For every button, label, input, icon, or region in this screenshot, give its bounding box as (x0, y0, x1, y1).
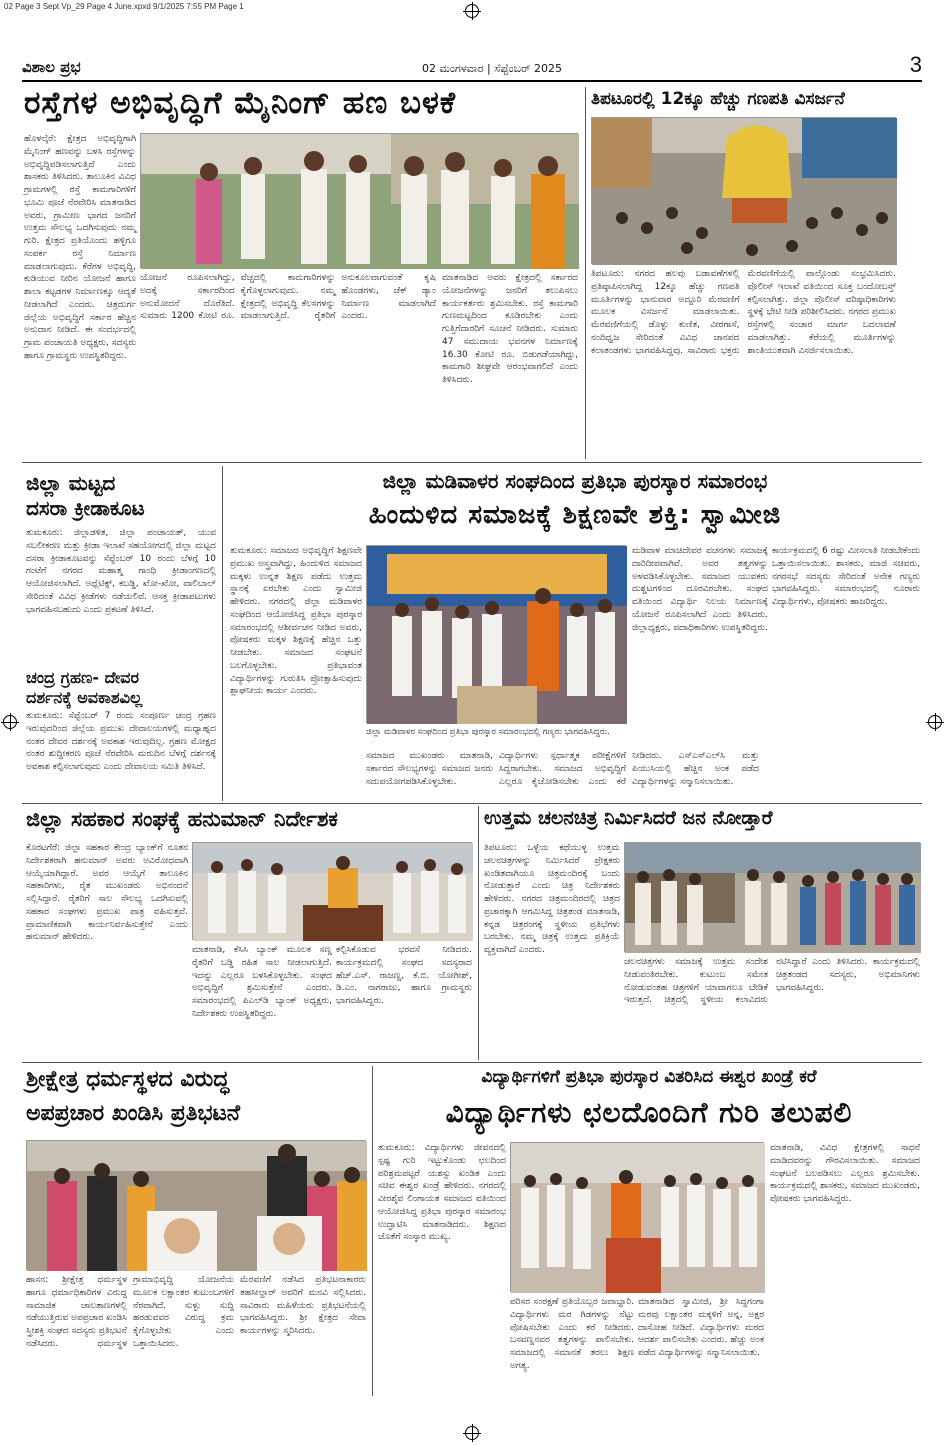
story5-body-right: ಕಲ್ಪಿಸಿಕೊಡುವ ಭರವಸೆ ನೀಡಿದರು. ಕಾರ್ಯಕ್ರಮದಲ್ಲಿ ಸಂಘದ ಸದಸ್ಯರಾದ ಹೆಚ್.ಎಸ್. ರಾಜಣ್ಣ, ಕೆ.ಬಿ. ಯೋಗೀಶ್, ಡಿ.ಎಂ. ನಾಗರಾಜು, ಹಾಗೂ ಗ್ರಾಮಸ್ಥರು ಭಾಗವಹಿಸಿದ್ದರು. (336, 945, 472, 1007)
story7-body-right: ಮೆರವಣಿಗೆ ನಡೆಸಿದ ಪ್ರತಿಭಟನಾಕಾರರು ತಹಸೀಲ್ದಾರ್ ಅವರಿಗೆ ಮನವಿ ಸಲ್ಲಿಸಿದರು. ಸಾವಿರಾರು ಮಹಿಳೆಯರು ಪ್ರತಿಭಟನೆಯಲ್ಲಿ ಭಾಗವಹಿಸಿದ್ದರು. ಶ್ರೀ ಕ್ಷೇತ್ರದ ಸೇವಾ ಕಾರ್ಯಗಳನ್ನು ಸ್ಮರಿಸಿದರು. (240, 1275, 366, 1337)
story1-body-left: ಹೊಳಲ್ಕೆರೆ: ಕ್ಷೇತ್ರದ ಅಭಿವೃದ್ಧಿಗಾಗಿ ಮೈನಿಂಗ್ ಹಣವನ್ನು ಬಳಸಿ ರಸ್ತೆಗಳನ್ನು ಅಭಿವೃದ್ಧಿಪಡಿಸಲಾಗುತ್ತಿದೆ ಎಂದು ಶಾಸಕರು ತಿಳಿಸಿದರು. ತಾಲೂಕಿನ ವಿವಿಧ ಗ್ರಾಮಗಳಲ್ಲಿ ರಸ್ತೆ ಕಾಮಗಾರಿಗಳಿಗೆ ಭೂಮಿ ಪೂಜೆ ನೆರವೇರಿಸಿ ಮಾತನಾಡಿದ ಅವರು, ಗ್ರಾಮೀಣ ಭಾಗದ ಜನರಿಗೆ ಉತ್ತಮ ಸೌಲಭ್ಯ ಒದಗಿಸುವುದು ನಮ್ಮ ಗುರಿ. ಕ್ಷೇತ್ರದ ಪ್ರತಿಯೊಂದು ಹಳ್ಳಿಗೂ ಸಂಪರ್ಕ ರಸ್ತೆ ನಿರ್ಮಾಣ ಮಾಡಲಾಗುವುದು. ಕೆರೆಗಳ ಅಭಿವೃದ್ಧಿ, ಕುಡಿಯುವ ನೀರಿನ ಯೋಜನೆ ಹಾಗೂ ಶಾಲಾ ಕಟ್ಟಡಗಳ ನಿರ್ಮಾಣಕ್ಕೂ ಆದ್ಯತೆ ನೀಡಲಾಗಿದೆ ಎಂದರು. ಚಿತ್ರದುರ್ಗ ಜಿಲ್ಲೆಯ ಅಭಿವೃದ್ಧಿಗೆ ಸರ್ಕಾರ ಹೆಚ್ಚಿನ ಅನುದಾನ ನೀಡಿದೆ. ಈ ಸಂದರ್ಭದಲ್ಲಿ ಗ್ರಾಮ ಪಂಚಾಯತಿ ಅಧ್ಯಕ್ಷರು, ಸದಸ್ಯರು ಹಾಗೂ ಗ್ರಾಮಸ್ಥರು ಉಪಸ್ಥಿತರಿದ್ದರು. (24, 134, 136, 362)
story4-kicker: ಜಿಲ್ಲಾ ಮಡಿವಾಳರ ಸಂಘದಿಂದ ಪ್ರತಿಭಾ ಪುರಸ್ಕಾರ ಸಮಾರಂಭ (382, 469, 768, 493)
section-rule (22, 1062, 922, 1063)
student-award-photo (511, 1143, 765, 1293)
story7-body-left: ಹಾಸನ: ಶ್ರೀಕ್ಷೇತ್ರ ಧರ್ಮಸ್ಥಳ ಹಾಗೂ ಧರ್ಮಾಧಿಕಾರಿಗಳ ವಿರುದ್ಧ ಸಾಮಾಜಿಕ ಜಾಲತಾಣಗಳಲ್ಲಿ ನಡೆಯುತ್ತಿರುವ ಅಪಪ್ರಚಾರ ಖಂಡಿಸಿ ಸ್ತ್ರೀಶಕ್ತಿ ಸಂಘದ ಸದಸ್ಯರು ಪ್ರತಿಭಟನೆ ನಡೆಸಿದರು. ಧರ್ಮಸ್ಥಳ ಗ್ರಾಮಾಭಿವೃದ್ಧಿ ಯೋಜನೆಯ ಮೂಲಕ ಲಕ್ಷಾಂತರ ಕುಟುಂಬಗಳಿಗೆ ನೆರವಾಗಿದೆ. ಸುಳ್ಳು ಸುದ್ದಿ ಹರಡುವವರ ವಿರುದ್ಧ ಕ್ರಮ ಕೈಗೊಳ್ಳಬೇಕು ಎಂದು ಒತ್ತಾಯಿಸಿದರು. (26, 1275, 234, 1349)
story5-headline: ಜಿಲ್ಲಾ ಸಹಕಾರ ಸಂಘಕ್ಕೆ ಹನುಮಾನ್ ನಿರ್ದೇಶಕ (26, 807, 338, 831)
story1-photo (140, 133, 578, 268)
story4-headline: ಹಿಂದುಳಿದ ಸಮಾಜಕ್ಕೆ ಶಿಕ್ಷಣವೇ ಶಕ್ತಿ: ಸ್ವಾಮೀಜಿ (368, 500, 782, 530)
registration-mark-top (465, 4, 479, 18)
story2-headline: ತಿಪಟೂರಲ್ಲಿ 12ಕ್ಕೂ ಹೆಚ್ಚು ಗಣಪತಿ ವಿಸರ್ಜನೆ (591, 89, 845, 109)
story4-photo-caption: ಜಿಲ್ಲಾ ಮಡಿವಾಳರ ಸಂಘದಿಂದ ಪ್ರತಿಭಾ ಪುರಸ್ಕಾರ ಸಮಾರಂಭದಲ್ಲಿ ಗಣ್ಯರು ಭಾಗವಹಿಸಿದ್ದರು. (366, 727, 610, 737)
registration-mark-left (3, 715, 17, 729)
registration-mark-right (928, 715, 942, 729)
story5-body-left: ಕೊರಟಗೆರೆ: ಜಿಲ್ಲಾ ಸಹಕಾರ ಕೇಂದ್ರ ಬ್ಯಾಂಕ್‌ಗೆ ನೂತನ ನಿರ್ದೇಶಕರಾಗಿ ಹನುಮಾನ್ ಅವರು ಅವಿರೋಧವಾಗಿ ಆಯ್ಕೆಯಾಗಿದ್ದಾರೆ. ಅವರ ಆಯ್ಕೆಗೆ ತಾಲೂಕಿನ ಸಹಕಾರಿಗಳು, ರೈತ ಮುಖಂಡರು ಅಭಿನಂದನೆ ಸಲ್ಲಿಸಿದ್ದಾರೆ. ರೈತರಿಗೆ ಸಾಲ ಸೌಲಭ್ಯ ಒದಗಿಸುವಲ್ಲಿ ಸಹಕಾರ ಸಂಘಗಳು ಪ್ರಮುಖ ಪಾತ್ರ ವಹಿಸುತ್ತವೆ. ಪ್ರಾಮಾಣಿಕವಾಗಿ ಕಾರ್ಯನಿರ್ವಹಿಸುತ್ತೇನೆ ಎಂದು ಹನುಮಾನ್ ಹೇಳಿದರು. (26, 843, 188, 943)
crowd-ceremony-photo (141, 134, 579, 269)
registration-mark-bottom (465, 1426, 479, 1440)
story3-subhead-line2: ದರ್ಶನಕ್ಕೆ ಅವಕಾಶವಿಲ್ಲ (26, 688, 143, 707)
column-rule (222, 466, 223, 801)
story1-body-right: ಮಾತನಾಡಿದ ಅವರು ಕ್ಷೇತ್ರದಲ್ಲಿ ಸರ್ಕಾರದ ಯೋಜನೆಗಳನ್ನು ಜನರಿಗೆ ತಲುಪಿಸಲು ಕಾರ್ಯಕರ್ತರು ಶ್ರಮಿಸಬೇಕು. ರಸ್ತೆ ಕಾಮಗಾರಿ ಗುಣಮಟ್ಟದಿಂದ ಕೂಡಿರಬೇಕು ಎಂದು ಗುತ್ತಿಗೆದಾರರಿಗೆ ಸೂಚನೆ ನೀಡಿದರು. ಸುಮಾರು 47 ಸಮುದಾಯ ಭವನಗಳ ನಿರ್ಮಾಣಕ್ಕೆ 16.30 ಕೋಟಿ ರೂ. ಬಿಡುಗಡೆಯಾಗಿದ್ದು, ಕಾಮಗಾರಿ ಶೀಘ್ರವೇ ಆರಂಭವಾಗಲಿದೆ ಎಂದು ತಿಳಿಸಿದರು. (442, 273, 578, 386)
section-rule (22, 462, 922, 463)
story8-body-col2: ಪರಿಸರ ಸಂರಕ್ಷಣೆ ಪ್ರತಿಯೊಬ್ಬರ ಜವಾಬ್ದಾರಿ. ವಿದ್ಯಾರ್ಥಿಗಳು ಮರ ಗಿಡಗಳನ್ನು ನೆಟ್ಟು ಪೋಷಿಸಬೇಕು ಎಂದು ಕರೆ ನೀಡಿದರು. ಬಸವಣ್ಣನವರ ತತ್ವಗಳನ್ನು ಪಾಲಿಸಬೇಕು. ಸಮಾಜದಲ್ಲಿ ಸಮಾನತೆ ತರಲು ಶಿಕ್ಷಣ ಅಗತ್ಯ. (510, 1297, 634, 1371)
story3-headline-line2: ದಸರಾ ಕ್ರೀಡಾಕೂಟ (26, 496, 145, 520)
story8-body-col3: ಮಾತನಾಡಿದ ಸ್ವಾಮೀಜಿ, ಶ್ರೀ ಸಿದ್ಧಗಂಗಾ ಮಠವು ಲಕ್ಷಾಂತರ ಮಕ್ಕಳಿಗೆ ಅನ್ನ, ಅಕ್ಷರ ದಾಸೋಹ ನೀಡಿದೆ. ವಿದ್ಯಾರ್ಥಿಗಳು ಮಠದ ಆದರ್ಶ ಪಾಲಿಸಬೇಕು ಎಂದರು. ಹೆಚ್ಚು ಅಂಕ ಪಡೆದ ವಿದ್ಯಾರ್ಥಿಗಳನ್ನು ಸನ್ಮಾನಿಸಲಾಯಿತು. (638, 1297, 764, 1359)
story5-photo (192, 842, 472, 940)
story4-body-col4: ಕಾರ್ಯಕ್ರಮದಲ್ಲಿ 6 ರಷ್ಟು ಮೀಸಲಾತಿ ನೀಡಬೇಕೆಂದು ಒತ್ತಾಯಿಸಲಾಯಿತು. ಶಾಸಕರು, ಮಾಜಿ ಸಚಿವರು, ನಗರಸಭೆ ಸದಸ್ಯರು ಸೇರಿದಂತೆ ಅನೇಕ ಗಣ್ಯರು ಭಾಗವಹಿಸಿದ್ದರು. ಸಮಾರಂಭದಲ್ಲಿ ನೂರಾರು ವಿದ್ಯಾರ್ಥಿಗಳು, ಪೋಷಕರು ಹಾಜರಿದ್ದರು. (772, 546, 920, 608)
story4-photo (366, 545, 626, 723)
masthead (22, 52, 922, 82)
dateline: 02 ಮಂಗಳವಾರ | ಸೆಪ್ಟೆಂಬರ್ 2025 (422, 62, 562, 75)
story6-body-right: ಚಲನಚಿತ್ರಗಳು ಸಮಾಜಕ್ಕೆ ಉತ್ತಮ ಸಂದೇಶ ನೀಡುವಂತಿರಬೇಕು. ಕುಟುಂಬ ಸಮೇತ ನೋಡುವಂತಹ ಚಿತ್ರಗಳಿಗೆ ಯಾವಾಗಲೂ ಬೇಡಿಕೆ ಇರುತ್ತದೆ. ಚಿತ್ರದಲ್ಲಿ ಸ್ಥಳೀಯ ಕಲಾವಿದರು ನಟಿಸಿದ್ದಾರೆ ಎಂದು ತಿಳಿಸಿದರು. ಕಾರ್ಯಕ್ರಮದಲ್ಲಿ ಚಿತ್ರತಂಡದ ಸದಸ್ಯರು, ಅಭಿಮಾನಿಗಳು ಭಾಗವಹಿಸಿದ್ದರು. (624, 957, 920, 1006)
story7-headline-line1: ಶ್ರೀಕ್ಷೇತ್ರ ಧರ್ಮಸ್ಥಳದ ವಿರುದ್ಧ (26, 1067, 230, 1092)
protest-photo (27, 1141, 367, 1271)
story3-headline-line1: ಜಿಲ್ಲಾ ಮಟ್ಟದ (26, 471, 116, 495)
story8-kicker: ವಿದ್ಯಾರ್ಥಿಗಳಿಗೆ ಪ್ರತಿಭಾ ಪುರಸ್ಕಾರ ವಿತರಿಸಿದ ಈಶ್ವರ ಖಂಡ್ರೆ ಕರೆ (481, 1067, 817, 1087)
story3-body: ತುಮಕೂರು: ಜಿಲ್ಲಾಡಳಿತ, ಜಿಲ್ಲಾ ಪಂಚಾಯತ್, ಯುವ ಸಬಲೀಕರಣ ಮತ್ತು ಕ್ರೀಡಾ ಇಲಾಖೆ ಸಹಯೋಗದಲ್ಲಿ ಜಿಲ್ಲಾ ಮಟ್ಟದ ದಸರಾ ಕ್ರೀಡಾಕೂಟವನ್ನು ಸೆಪ್ಟೆಂಬರ್ 10 ರಂದು ಬೆಳಗ್ಗೆ 10 ಗಂಟೆಗೆ ನಗರದ ಮಹಾತ್ಮ ಗಾಂಧಿ ಕ್ರೀಡಾಂಗಣದಲ್ಲಿ ಆಯೋಜಿಸಲಾಗಿದೆ. ಅಥ್ಲೆಟಿಕ್ಸ್, ಕಬಡ್ಡಿ, ಖೋ-ಖೋ, ವಾಲಿಬಾಲ್ ಸೇರಿದಂತೆ ವಿವಿಧ ಕ್ರೀಡೆಗಳು ನಡೆಯಲಿವೆ. ಆಸಕ್ತ ಕ್ರೀಡಾಪಟುಗಳು ಭಾಗವಹಿಸಬಹುದು ಎಂದು ಪ್ರಕಟಣೆ ತಿಳಿಸಿದೆ. (26, 528, 216, 615)
story7-headline-line2: ಅಪಪ್ರಚಾರ ಖಂಡಿಸಿ ಪ್ರತಿಭಟನೆ (26, 1101, 240, 1126)
story6-body-left: ತಿಪಟೂರು: ಒಳ್ಳೆಯ ಕಥೆಯುಳ್ಳ ಉತ್ತಮ ಚಲನಚಿತ್ರಗಳನ್ನು ನಿರ್ಮಿಸಿದರೆ ಪ್ರೇಕ್ಷಕರು ಖಂಡಿತವಾಗಿಯೂ ಚಿತ್ರಮಂದಿರಕ್ಕೆ ಬಂದು ನೋಡುತ್ತಾರೆ ಎಂದು ಚಿತ್ರ ನಿರ್ದೇಶಕರು ಹೇಳಿದರು. ನಗರದ ಚಿತ್ರಮಂದಿರದಲ್ಲಿ ಚಿತ್ರದ ಪ್ರಚಾರಕ್ಕಾಗಿ ಆಗಮಿಸಿದ್ದ ಚಿತ್ರತಂಡ ಮಾತನಾಡಿ, ಕನ್ನಡ ಚಿತ್ರರಂಗಕ್ಕೆ ಸ್ಥಳೀಯ ಪ್ರತಿಭೆಗಳು ಬರಬೇಕು. ನಮ್ಮ ಚಿತ್ರಕ್ಕೆ ಉತ್ತಮ ಪ್ರತಿಕ್ರಿಯೆ ವ್ಯಕ್ತವಾಗಿದೆ ಎಂದರು. (484, 843, 620, 956)
story2-photo (591, 117, 896, 264)
story4-body-col2: ಸಮಾಜದ ಮುಖಂಡರು ಮಾತನಾಡಿ, ಸರ್ಕಾರದ ಸೌಲಭ್ಯಗಳನ್ನು ಸಮಾಜದ ಜನರು ಸದುಪಯೋಗಪಡಿಸಿಕೊಳ್ಳಬೇಕು. ವಿದ್ಯಾರ್ಥಿಗಳು ಸ್ಪರ್ಧಾತ್ಮಕ ಪರೀಕ್ಷೆಗಳಿಗೆ ಸಿದ್ಧರಾಗಬೇಕು. ಸಮಾಜದ ಅಭಿವೃದ್ಧಿಗೆ ಎಲ್ಲರೂ ಕೈಜೋಡಿಸಬೇಕು ಎಂದು ಕರೆ ನೀಡಿದರು. ಎಸ್ಎಸ್ಎಲ್‌ಸಿ ಮತ್ತು ಪಿಯುಸಿಯಲ್ಲಿ ಹೆಚ್ಚಿನ ಅಂಕ ಪಡೆದ ವಿದ್ಯಾರ್ಥಿಗಳನ್ನು ಸನ್ಮಾನಿಸಲಾಯಿತು. (366, 751, 759, 787)
story4-body-col3: ಮಡಿವಾಳ ಮಾಚಿದೇವರ ವಚನಗಳು ಸಮಾಜಕ್ಕೆ ದಾರಿದೀಪವಾಗಿವೆ. ಅವರ ತತ್ವಗಳನ್ನು ಅಳವಡಿಸಿಕೊಳ್ಳಬೇಕು. ಸಮಾಜದ ಯುವಕರು ದುಶ್ಚಟಗಳಿಂದ ದೂರವಿರಬೇಕು. ಸಂಘದ ವತಿಯಿಂದ ವಿದ್ಯಾರ್ಥಿ ನಿಲಯ ನಿರ್ಮಾಣಕ್ಕೆ ಯೋಜನೆ ರೂಪಿಸಲಾಗಿದೆ ಎಂದು ತಿಳಿಸಿದರು. ಜಿಲ್ಲಾಧ್ಯಕ್ಷರು, ಪದಾಧಿಕಾರಿಗಳು ಉಪಸ್ಥಿತರಿದ್ದರು. (632, 546, 768, 633)
award-ceremony-photo (367, 546, 627, 724)
story1-body-mid: ಯೋಜನೆ ರೂಪಿಸಲಾಗಿದ್ದು, ಅದಕ್ಕೆ ಸರ್ಕಾರದಿಂದ ಅನುಮೋದನೆ ದೊರೆತಿದೆ. ಸುಮಾರು 1200 ಕೋಟಿ ರೂ. ವೆಚ್ಚದಲ್ಲಿ ಕಾಮಗಾರಿಗಳನ್ನು ಕೈಗೊಳ್ಳಲಾಗುವುದು. ನಮ್ಮ ಕ್ಷೇತ್ರದಲ್ಲಿ ಅಭಿವೃದ್ಧಿ ಕೆಲಸಗಳನ್ನು ಮಾಡಲಾಗುತ್ತಿದೆ. ರೈತರಿಗೆ ಅನುಕೂಲವಾಗುವಂತೆ ಕೃಷಿ ಹೊಂಡಗಳು, ಚೆಕ್ ಡ್ಯಾಂ ನಿರ್ಮಾಣ ಮಾಡಲಾಗಿದೆ ಎಂದರು. (140, 273, 436, 322)
story8-body-col4: ಮಾತನಾಡಿ, ವಿವಿಧ ಕ್ಷೇತ್ರಗಳಲ್ಲಿ ಸಾಧನೆ ಮಾಡಿದವರನ್ನು ಗೌರವಿಸಲಾಯಿತು. ಸಮಾಜದ ಸಂಘಟನೆ ಬಲಪಡಿಸಲು ಎಲ್ಲರೂ ಶ್ರಮಿಸಬೇಕು. ಕಾರ್ಯಕ್ರಮದಲ್ಲಿ ಶಾಸಕರು, ಸಮಾಜದ ಮುಖಂಡರು, ಪೋಷಕರು ಭಾಗವಹಿಸಿದ್ದರು. (770, 1143, 920, 1205)
column-rule (585, 87, 586, 459)
felicitation-photo (193, 843, 473, 941)
story4-body-col1: ತುಮಕೂರು: ಸಮಾಜದ ಅಭಿವೃದ್ಧಿಗೆ ಶಿಕ್ಷಣವೇ ಪ್ರಮುಖ ಅಸ್ತ್ರವಾಗಿದ್ದು, ಹಿಂದುಳಿದ ಸಮಾಜದ ಮಕ್ಕಳು ಉನ್ನತ ಶಿಕ್ಷಣ ಪಡೆದು ಉತ್ತಮ ಸ್ಥಾನಕ್ಕೆ ಏರಬೇಕು ಎಂದು ಸ್ವಾಮೀಜಿ ಹೇಳಿದರು. ನಗರದಲ್ಲಿ ಜಿಲ್ಲಾ ಮಡಿವಾಳರ ಸಂಘದಿಂದ ಆಯೋಜಿಸಿದ್ದ ಪ್ರತಿಭಾ ಪುರಸ್ಕಾರ ಸಮಾರಂಭದಲ್ಲಿ ಆಶೀರ್ವಚನ ನೀಡಿದ ಅವರು, ಪೋಷಕರು ಮಕ್ಕಳ ಶಿಕ್ಷಣಕ್ಕೆ ಹೆಚ್ಚಿನ ಒತ್ತು ನೀಡಬೇಕು. ಸಮಾಜದ ಸಂಘಟನೆ ಬಲಗೊಳ್ಳಬೇಕು. ಪ್ರತಿಭಾವಂತ ವಿದ್ಯಾರ್ಥಿಗಳನ್ನು ಗುರುತಿಸಿ ಪ್ರೋತ್ಸಾಹಿಸುವುದು ಶ್ಲಾಘನೀಯ ಕಾರ್ಯ ಎಂದರು. (230, 546, 362, 697)
brand-name: ವಿಶಾಲ ಪ್ರಭ (22, 58, 81, 76)
column-rule (478, 806, 479, 1060)
story1-headline: ರಸ್ತೆಗಳ ಅಭಿವೃದ್ಧಿಗೆ ಮೈನಿಂಗ್ ಹಣ ಬಳಕೆ (24, 85, 457, 121)
story5-body-mid: ಮಾತನಾಡಿ, ಕೆಸಿಸಿ ಬ್ಯಾಂಕ್ ಮೂಲಕ ಸಣ್ಣ ರೈತರಿಗೆ ಬಡ್ಡಿ ರಹಿತ ಸಾಲ ನೀಡಲಾಗುತ್ತಿದೆ. ಇದನ್ನು ಎಲ್ಲರೂ ಬಳಸಿಕೊಳ್ಳಬೇಕು. ಸಂಘದ ಅಭಿವೃದ್ಧಿಗೆ ಶ್ರಮಿಸುತ್ತೇನೆ ಎಂದರು. ಸಮಾರಂಭದಲ್ಲಿ ಪಿಎಲ್‌ಡಿ ಬ್ಯಾಂಕ್ ಅಧ್ಯಕ್ಷರು, ನಿರ್ದೇಶಕರು ಉಪಸ್ಥಿತರಿದ್ದರು. (192, 945, 332, 1019)
page-number: 3 (909, 52, 922, 77)
film-team-photo (625, 843, 921, 953)
story6-headline: ಉತ್ತಮ ಚಲನಚಿತ್ರ ನಿರ್ಮಿಸಿದರೆ ಜನ ನೋಡ್ತಾರೆ (484, 807, 773, 829)
story3-subhead-line1: ಚಂದ್ರ ಗ್ರಹಣ- ದೇವರ (26, 668, 139, 687)
story8-photo (510, 1142, 764, 1292)
section-rule (22, 803, 922, 804)
ganesha-procession-photo (592, 118, 897, 265)
story8-headline: ವಿದ್ಯಾರ್ಥಿಗಳು ಛಲದೊಂದಿಗೆ ಗುರಿ ತಲುಪಲಿ (445, 1096, 853, 1129)
story6-photo (624, 842, 920, 952)
story8-body-col1: ತುಮಕೂರು: ವಿದ್ಯಾರ್ಥಿಗಳು ಜೀವನದಲ್ಲಿ ಸ್ಪಷ್ಟ ಗುರಿ ಇಟ್ಟುಕೊಂಡು ಛಲದಿಂದ ಪರಿಶ್ರಮಪಟ್ಟರೆ ಯಶಸ್ಸು ಖಂಡಿತ ಎಂದು ಸಚಿವ ಈಶ್ವರ ಖಂಡ್ರೆ ಹೇಳಿದರು. ನಗರದಲ್ಲಿ ವೀರಶೈವ ಲಿಂಗಾಯತ ಸಮಾಜದ ವತಿಯಿಂದ ಆಯೋಜಿಸಿದ್ದ ಪ್ರತಿಭಾ ಪುರಸ್ಕಾರ ಸಮಾರಂಭ ಉದ್ಘಾಟಿಸಿ ಮಾತನಾಡಿದರು. ಶಿಕ್ಷಣದ ಜೊತೆಗೆ ಸಂಸ್ಕಾರ ಮುಖ್ಯ. (378, 1143, 506, 1243)
column-rule (372, 1066, 373, 1396)
story3-sub-body: ತುಮಕೂರು: ಸೆಪ್ಟೆಂಬರ್ 7 ರಂದು ಸಂಪೂರ್ಣ ಚಂದ್ರ ಗ್ರಹಣ ಇರುವುದರಿಂದ ಜಿಲ್ಲೆಯ ಪ್ರಮುಖ ದೇವಾಲಯಗಳಲ್ಲಿ ಮಧ್ಯಾಹ್ನದ ನಂತರ ದೇವರ ದರ್ಶನಕ್ಕೆ ಅವಕಾಶ ಇರುವುದಿಲ್ಲ. ಗ್ರಹಣ ಮೋಕ್ಷದ ನಂತರ ಶುದ್ಧೀಕರಣ ಪೂಜೆ ನೆರವೇರಿಸಿ ಮರುದಿನ ಬೆಳಗ್ಗೆ ದರ್ಶನಕ್ಕೆ ಅವಕಾಶ ಕಲ್ಪಿಸಲಾಗುವುದು ಎಂದು ದೇವಾಲಯ ಸಮಿತಿ ತಿಳಿಸಿದೆ. (26, 711, 216, 773)
story7-photo (26, 1140, 366, 1270)
print-slug: 02 Page 3 Sept Vp_29 Page 4 June.xpxd 9/1/2025 7:55 PM Page 1 (4, 2, 244, 11)
story2-body: ತಿಪಟೂರು: ನಗರದ ಹಲವು ಬಡಾವಣೆಗಳಲ್ಲಿ ಪ್ರತಿಷ್ಠಾಪಿಸಲಾಗಿದ್ದ 12ಕ್ಕೂ ಹೆಚ್ಚು ಗಣಪತಿ ಮೂರ್ತಿಗಳನ್ನು ಭಾನುವಾರ ಅದ್ದೂರಿ ಮೆರವಣಿಗೆ ಮೂಲಕ ವಿಸರ್ಜನೆ ಮಾಡಲಾಯಿತು. ಮೆರವಣಿಗೆಯಲ್ಲಿ ಡೊಳ್ಳು ಕುಣಿತ, ವೀರಗಾಸೆ, ನಂದಿಧ್ವಜ ಸೇರಿದಂತೆ ವಿವಿಧ ಜಾನಪದ ಕಲಾತಂಡಗಳು ಭಾಗವಹಿಸಿದ್ದವು. ಸಾವಿರಾರು ಭಕ್ತರು ಮೆರವಣಿಗೆಯಲ್ಲಿ ಪಾಲ್ಗೊಂಡು ಸಂಭ್ರಮಿಸಿದರು. ಪೊಲೀಸ್ ಇಲಾಖೆ ವತಿಯಿಂದ ಸೂಕ್ತ ಬಂದೋಬಸ್ತ್ ಕಲ್ಪಿಸಲಾಗಿತ್ತು. ಜಿಲ್ಲಾ ಪೊಲೀಸ್ ವರಿಷ್ಠಾಧಿಕಾರಿಗಳು ಸ್ಥಳಕ್ಕೆ ಭೇಟಿ ನೀಡಿ ಪರಿಶೀಲಿಸಿದರು. ನಗರದ ಪ್ರಮುಖ ರಸ್ತೆಗಳಲ್ಲಿ ಸಂಚಾರ ಮಾರ್ಗ ಬದಲಾವಣೆ ಮಾಡಲಾಗಿತ್ತು. ಕೆರೆಯಲ್ಲಿ ಮೂರ್ತಿಗಳನ್ನು ಶಾಂತಿಯುತವಾಗಿ ವಿಸರ್ಜಿಸಲಾಯಿತು. (591, 269, 896, 356)
